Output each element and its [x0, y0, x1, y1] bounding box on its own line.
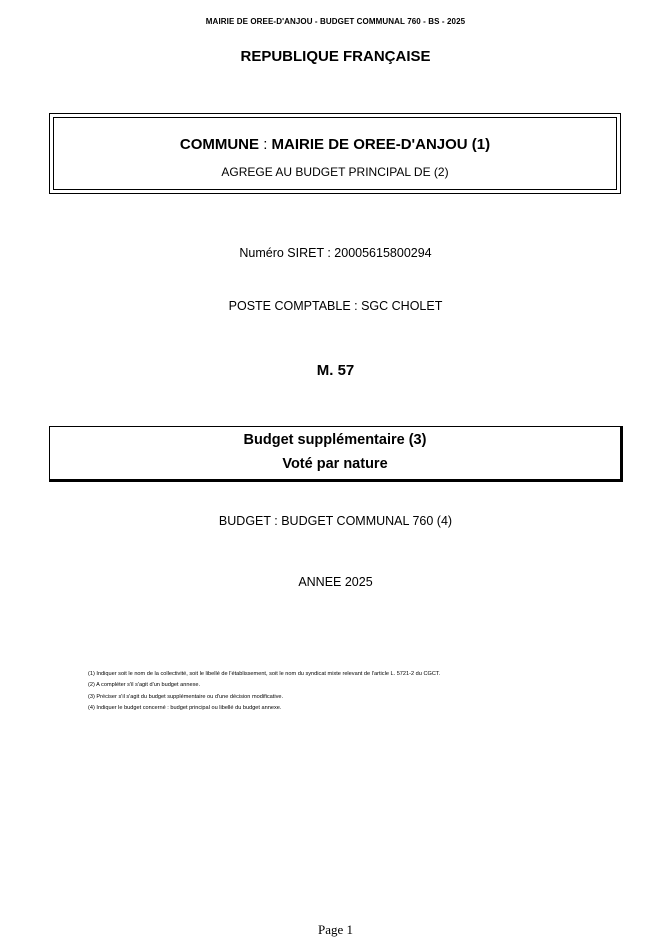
commune-name: MAIRIE DE OREE-D'ANJOU (1) [271, 136, 491, 153]
budget-vote: Voté par nature [282, 456, 388, 472]
commune-box-inner-border [53, 117, 617, 190]
poste-comptable: POSTE COMPTABLE : SGC CHOLET [228, 299, 443, 313]
running-header: MAIRIE DE OREE-D'ANJOU - BUDGET COMMUNAL 760 - BS - 2025 [205, 17, 466, 26]
footnote: (4) Indiquer le budget concerné : budget principal ou libellé du budget annexe. [88, 704, 282, 711]
commune-label: COMMUNE [179, 136, 260, 153]
footnotes [88, 669, 440, 714]
nomenclature: M. 57 [316, 362, 355, 379]
footnote: (2) A compléter s'il s'agit d'un budget annexe. [88, 682, 201, 689]
republic-title: REPUBLIQUE FRANÇAISE [240, 48, 431, 65]
budget-type-box [49, 426, 623, 482]
commune-line [54, 136, 616, 153]
footnote: (1) Indiquer soit le nom de la collectivité, soit le libellé de l'établissement, soit le nom du syndicat mixte relevant de l'article L. 5721-2 du CGCT. [88, 671, 441, 677]
budget-year: ANNEE 2025 [298, 575, 373, 589]
budget-name: BUDGET : BUDGET COMMUNAL 760 (4) [218, 514, 453, 528]
commune-box [49, 113, 621, 194]
page-number: Page 1 [317, 922, 354, 937]
budget-type: Budget supplémentaire (3) [243, 432, 427, 448]
agrege-line: AGREGE AU BUDGET PRINCIPAL DE (2) [221, 165, 449, 179]
footnote: (3) Préciser s'il s'agit du budget supplémentaire ou d'une décision modificative. [88, 693, 284, 700]
siret-number: Numéro SIRET : 20005615800294 [239, 246, 432, 260]
commune-separator: : [259, 136, 272, 153]
